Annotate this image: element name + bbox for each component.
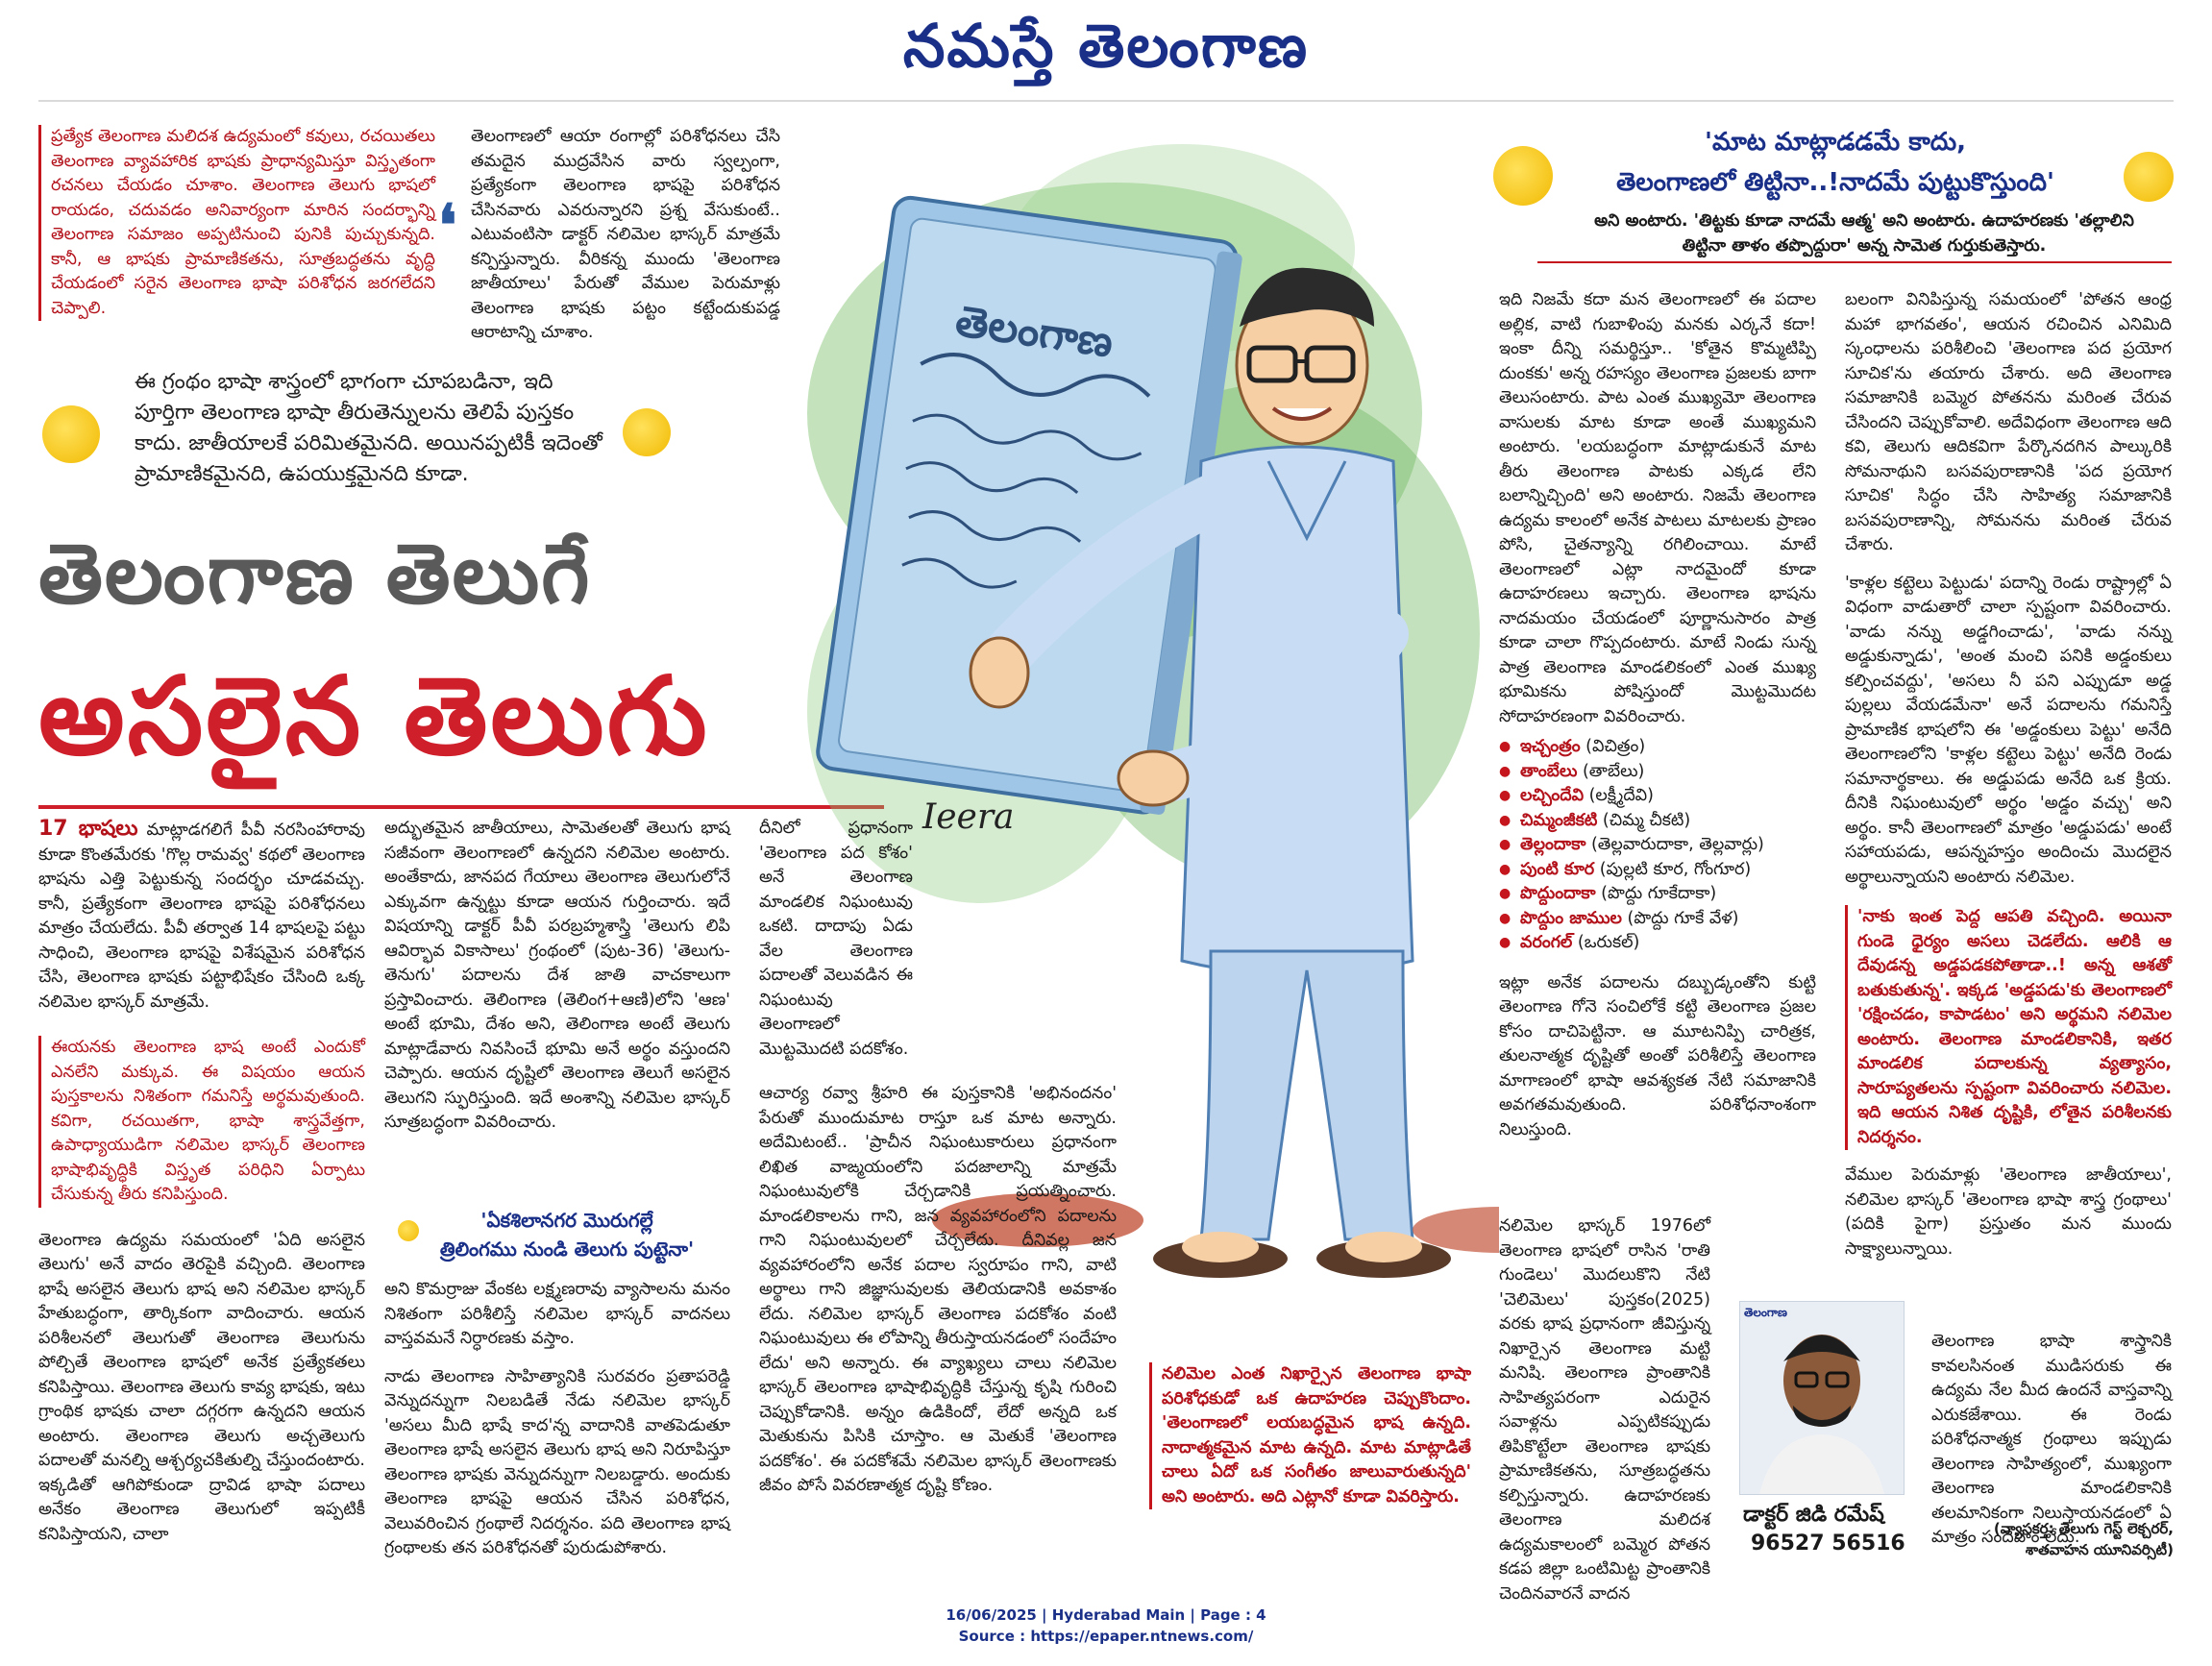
author-phone: 96527 56516 <box>1751 1531 1905 1556</box>
footer-source: Source : https://epaper.ntnews.com/ <box>958 1628 1254 1645</box>
author-credit <box>1912 1518 2174 1560</box>
dialect-word-item: ● ఇచ్చంత్రం (విచిత్రం) <box>1499 735 1816 760</box>
lead-number: 17 భాషలు <box>38 817 138 841</box>
yellow-dot-left-icon <box>42 405 100 463</box>
pull-quote-right-line2: తెలంగాణలో తిట్టినా..!నాదమే పుట్టుకొస్తుంది' <box>1616 168 2054 197</box>
newspaper-masthead: నమస్తే తెలంగాణ <box>902 11 1310 81</box>
col2-para-1: అద్భుతమైన జాతీయాలు, సామెతలతో తెలుగు భాష సజీవంగా తెలంగాణలో ఉన్నదని నలిమెల అంటారు. అంతేకాదు, జానపద గేయాలు తెలంగాణ తెలుగులోనే ఎక్కువగా ఉన్నట్టు కూడా ఆయన గుర్తించారు. ఇదే విషయాన్ని డాక్టర్ పీవీ పరబ్రహ్మశాస్త్రి 'తెలుగు లిపి ఆవిర్భావ వికాసాలు' గ్రంథంలో (పుట-36) 'తెలుగు-తెనుగు' పదాలను దేశ జాతి వాచకాలుగా ప్రస్తావించారు. తెలింగాణ (తెలింగ+ఆణి)లోని 'ఆణ' అంటే భూమి, దేశం అని, తెలింగాణ అంటే తెలుగు మాట్లాడేవారు నివసించే భూమి అనే అర్థం వస్తుందని చెప్పారు. ఆయన దృష్టిలో తెలంగాణ తెలుగే అసలైన తెలుగని స్ఫురిస్తుంది. ఇదే అంశాన్ని నలిమెల భాస్కర్ సూత్రబద్ధంగా వివరించారు. <box>384 819 730 1132</box>
pull-quote-right-after: అని అంటారు. 'తిట్టకు కూడా నాదమే ఆత్మ' అని అంటారు. ఉదాహరణకు 'తల్లాలిని తిట్టినా తాళం తప్పొద్దురా' అన్న సామెత గుర్తుకుతెస్తారు. <box>1594 211 2134 256</box>
col5-para-3: నలిమెల భాస్కర్ 1976లో తెలంగాణ భాషలో రాసిన 'రాతి గుండెలు' మొదలుకొని నేటి 'చెలిమెలు' పుస్తకం(2025) వరకు భాష ప్రధానంగా జీవిస్తున్న నిఖార్సైన తెలంగాణ మట్టి మనిషి. తెలంగాణ ప్రాంతానికి సాహిత్యపరంగా ఎదురైన సవాళ్లను ఎప్పటికప్పుడు తిపికొట్టేలా తెలంగాణ భాషకు ప్రామాణికతను, సూత్రబద్ధతను కల్పిస్తున్నారు. ఉదాహరణకు తెలంగాణ మలిదశ ఉద్యమకాలంలో బమ్మెర పోతన కడప జిల్లా ఒంటిమిట్ట ప్రాంతానికి చెందినవారనే వాదన <box>1499 1216 1710 1604</box>
dialect-word-item: ● లచ్చిందేవి (లక్ష్మీదేవి) <box>1499 784 1816 809</box>
column-5-lower <box>1499 1214 1710 1612</box>
dialect-word-item: ● తాంబేలు (తాబేలు) <box>1499 760 1816 785</box>
col2-para-2: అని కొమర్రాజు వేంకట లక్ష్మణరావు వ్యాసాలను మనం నిశితంగా పరిశీలిస్తే నలిమెల భాస్కర్ వాదనలు వాస్తవమనే నిర్ధారణకు వస్తాం. <box>384 1280 730 1348</box>
col1-para-1: మాట్లాడగలిగే పీవీ నరసింహారావు కూడా కొంతమేరకు 'గొల్ల రామవ్వ' కథలో తెలంగాణ భాషను ఎత్తి పెట్టుకున్న సందర్భం చూడవచ్చు. కానీ, ప్రత్యేకంగా తెలంగాణ భాషపై పరిశోధనలు మాత్రం చేయలేదు. పీవీ తర్వాత 14 భాషలపై పట్టు సాధించి, తెలంగాణ భాషపై విశేషమైన పరిశోధన చేసి, తెలంగాణ భాషకు పట్టాభిషేకం చేసింది ఒక్క నలిమెల భాస్కర్ మాత్రమే. <box>38 821 365 1012</box>
pull-quote-divider <box>1537 261 2172 263</box>
headline-line1: తెలంగాణ తెలుగే <box>38 527 592 623</box>
col6-para-2: 'కాళ్లల కట్టెలు పెట్టుడు' పదాన్ని రెండు రాష్ట్రాల్లో ఏ విధంగా వాడుతారో చాలా స్పష్టంగా వివరించారు. 'వాడు నన్ను అడ్డగించాడు', 'వాడు నన్ను అడ్డుకున్నాడు', 'అంత మంచి పనికి అడ్డంకులు కల్పించవద్దు', 'అసలు నీ పని ఎప్పుడూ అడ్డ పుల్లలు వేయడమేనా' అనే పదాలను గమనిస్తే ప్రామాణిక భాషలోని ఈ 'అడ్డంకులు పెట్టు' అనేది తెలంగాణలోని 'కాళ్లల కట్టెలు పెట్టు' అనేది రెండు సమానార్థకాలు. ఈ అడ్డుపడు అనేది ఒక క్రియ. దీనికి నిఘంటువులో అర్థం 'అడ్డం వచ్చు' అని అర్థం. కానీ తెలంగాణలో మాత్రం 'అడ్డుపడు' అంటే సహాయపడు, ఆపన్నహస్తం అందించు మొదలైన అర్థాలున్నాయని అంటారు నలిమెల. <box>1845 573 2172 887</box>
column-3-upper <box>759 817 913 1067</box>
author-credit-line2: శాతవాహన యూనివర్సిటీ) <box>2025 1541 2174 1558</box>
column-2-lower <box>384 1278 730 1567</box>
col6-para-4: తెలంగాణ భాషా శాస్త్రానికి కావలసినంత ముడిసరుకు ఈ ఉద్యమ నేల మీద ఉందనే వాస్తవాన్ని ఎరుకజేశాయి. ఈ రెండు పరిశోధనాత్మక గ్రంథాలు ఇప్పుడు తెలంగాణ సాహిత్యంలో, ముఖ్యంగా తెలంగాణ మాండలికానికి తలమానికంగా నిలుస్తాయనడంలో ఏ మాత్రం సందేహం లేదు. <box>1931 1332 2172 1547</box>
col6-para-3: వేముల పెరుమాళ్లు 'తెలంగాణ జాతీయాలు', నలిమెల భాస్కర్ 'తెలంగాణ భాషా శాస్త్ర గ్రంథాలు' (పదికి పైగా) ప్రస్తుతం మన ముందు సాక్ష్యాలున్నాయి. <box>1845 1165 2172 1259</box>
illustration-book-title: తెలంగాణ <box>952 296 1117 368</box>
col3-para-2: ఆచార్య రవ్వా శ్రీహరి ఈ పుస్తకానికి 'అభినందనం' పేరుతో ముందుమాట రాస్తూ ఒక మాట అన్నారు. అదేమిటంటే.. 'ప్రాచీన నిఘంటుకారులు ప్రధానంగా లిఖిత వాఙ్మయంలోని పదజాలాన్ని మాత్రమే నిఘంటువులోకి చేర్చడానికి ప్రయత్నించారు. మాండలికాలను గాని, జన వ్యవహారంలోని పదాలను గాని నిఘంటువులలో చేర్చలేదు. దీనివల్ల జన వ్యవహారంలోని అనేక పదాల స్వరూపం గాని, వాటి అర్థాలు గాని జిజ్ఞాసువులకు తెలియడానికి అవకాశం లేదు. నలిమెల భాస్కర్ తెలంగాణ పదకోశం వంటి నిఘంటువులు ఈ లోపాన్ని తీరుస్తాయనడంలో సందేహం లేదు' అని అన్నారు. ఈ వ్యాఖ్యలు చాలు నలిమెల భాస్కర్ తెలంగాణ భాషాభివృద్ధికి చేస్తున్న కృషి గురించి చెప్పుకోడానికి. అన్నం ఉడికిందో, లేదో అన్నది ఒక మెతుకును పిసికి చూస్తాం. ఆ మెతుకే 'తెలంగాణ పదకోశం'. ఈ పదకోశమే నలిమెల భాస్కర్ తెలంగాణకు జీవం పోసే వివరణాత్మక దృష్టి కోణం. <box>759 1084 1117 1495</box>
artist-signature: Ieera <box>922 797 1015 837</box>
col6-para-1: బలంగా వినిపిస్తున్న సమయంలో 'పోతన ఆంధ్ర మహా భాగవతం', ఆయన రచించిన ఎనిమిది స్కంధాలను పరిశీలించి 'తెలంగాణ పద ప్రయోగ సూచిక'ను తయారు చేశారు. అది తెలంగాణ సమాజానికి బమ్మెర పోతనను మరింత చేరువ చేసిందని చెప్పుకోవాలి. అదేవిధంగా తెలంగాణ ఆది కవి, తెలుగు ఆదికవిగా పేర్కొనదగిన పాల్కురికి సోమనాథుని బసవపురాణానికి 'పద ప్రయోగ సూచిక' సిద్ధం చేసి సాహిత్య సమాజానికి బసవపురాణాన్ని, సోమనను మరింత చేరువ చేశారు. <box>1845 290 2172 554</box>
column-1 <box>38 817 365 1553</box>
col2-subhead-line1: 'ఏకశిలానగర మొరుగల్లే <box>480 1209 653 1232</box>
dialect-word-item: ● పొద్దుందాకా (పొద్దు గూకేదాకా) <box>1499 882 1816 907</box>
column-5 <box>1499 288 1816 1148</box>
pull-quote-right-line1: 'మాట మాట్లాడడమే కాదు, <box>1704 128 1967 157</box>
headline-line2: అసలైన తెలుగు <box>38 654 710 779</box>
author-photo-badge: తెలంగాణ <box>1744 1306 1787 1319</box>
subhead-dot-icon <box>398 1220 419 1241</box>
yellow-dot-right-icon <box>623 408 671 456</box>
col5-para-2: ఇట్లా అనేక పదాలను దబ్బుడ్కంతోని కుట్టి తెలంగాణ గోనె సంచిలోకే కట్టి తెలంగాణ ప్రజల కోసం దాచిపెట్టినా. ఆ మూటనిప్పి చారిత్రక, తులనాత్మక దృష్టితో అంతో పరిశీలిస్తే తెలంగాణ మాగాణంలో భాషా ఆవశ్యకత నేటి సమాజానికి అవగతమవుతుంది. పరిశోధనాంశంగా నిలుస్తుంది. <box>1499 972 1816 1139</box>
col4-red-box: నలిమెల ఎంత నిఖార్సైన తెలంగాణ భాషా పరిశోధకుడో ఒక ఉదాహరణ చెప్పుకొందాం. 'తెలంగాణలో లయబద్ధమైన భాష ఉన్నది. నాదాత్మకమైన మాట ఉన్నది. మాట మాట్లాడితే చాలు ఏదో ఒక సంగీతం జాలువారుతున్నది' అని అంటారు. అది ఎట్లానో కూడా వివరిస్తారు. <box>1149 1362 1471 1509</box>
intro-paragraph: తెలంగాణలో ఆయా రంగాల్లో పరిశోధనలు చేసి తమదైన ముద్రవేసిన వారు స్వల్పంగా, ప్రత్యేకంగా తెలంగాణ భాషపై పరిశోధన చేసినవారు ఎవరున్నారని ప్రశ్న వేసుకుంటే.. ఎటువంటిసా డాక్టర్ నలిమెల భాస్కర్ మాత్రమే కన్పిస్తున్నారు. వీరికన్న ముందు 'తెలంగాణ జాతీయాలు' పేరుతో వేముల పెరుమాళ్లు తెలంగాణ భాషకు పట్టం కట్టేందుకుపడ్డ ఆరాటాన్ని చూశాం. <box>471 127 780 342</box>
column-6 <box>1845 288 2172 1267</box>
column-3 <box>759 1082 1117 1505</box>
intro-red-paragraph: ప్రత్యేక తెలంగాణ మలిదశ ఉద్యమంలో కవులు, రచయితలు తెలంగాణ వ్యావహారిక భాషకు ప్రాధాన్యమిస్తూ విస్తృతంగా రచనలు చేయడం చూశాం. తెలంగాణ తెలుగు భాషలో రాయడం, చదువడం అనివార్యంగా మారిన సందర్భాన్ని తెలంగాణ సమాజం అప్పటినుంచి పునికి పుచ్చుకున్నది. కానీ, ఆ భాషకు ప్రామాణికతను, సూత్రబద్ధతను వృద్ధి చేయడంలో సరైన తెలంగాణ భాషా పరిశోధన జరగలేదని చెప్పాలి. <box>38 125 435 321</box>
quote-mark-icon: ❛ <box>438 192 457 259</box>
column-2 <box>384 817 730 1141</box>
dialect-word-item: ● పొద్దుం జాముల (పొద్దు గూకే వేళ) <box>1499 907 1816 932</box>
author-credit-line1: (వ్యాసకర్త: తెలుగు గెస్ట్ లెక్చరర్, <box>1993 1520 2174 1537</box>
col5-para-1: ఇది నిజమే కదా మన తెలంగాణలో ఈ పదాల అల్లిక, వాటి గుబాళింపు మనకు ఎర్కనే కదా! ఇంకా దీన్ని సమర్థిస్తూ.. 'కోతైన కొమ్మటిప్పి దుంకకు' అన్న రహస్యం తెలంగాణ ప్రజలకు బాగా తెలుసంటారు. పాట ఎంత ముఖ్యమో తెలంగాణ వాసులకు మాట కూడా అంతే ముఖ్యమని అంటారు. 'లయబద్ధంగా మాట్లాడుకునే మాట తీరు తెలంగాణ పాటకు ఎక్కడ లేని బలాన్నిచ్చింది' అని అంటారు. నిజమే తెలంగాణ ఉద్యమ కాలంలో అనేక పాటలు మాటలకు ప్రాణం పోసి, చైతన్యాన్ని రగిలించాయి. మాటే తెలంగాణలో ఎట్లా నాదమైందో కూడా ఉదాహరణలు ఇచ్చారు. తెలంగాణ భాషను నాదమయం చేయడంలో పూర్ణానుసారం పాత్ర కూడా చాలా గొప్పదంటారు. మాటే నిండు సున్న పాత్ర తెలంగాణ మాండలికంలో ఎంత ముఖ్య భూమికను పోషిస్తుందో మొట్టమొదట సోదాహరణంగా వివరించారు. <box>1499 290 1816 726</box>
author-name: డాక్టర్ జిడి రమేష్ <box>1743 1503 1884 1527</box>
col3-para-1: దీనిలో ప్రధానంగా 'తెలంగాణ పద కోశం' అనే తెలంగాణ మాండలిక నిఘంటువు ఒకటి. దాదాపు ఏడు వేల తెలంగాణ పదాలతో వెలువడిన ఈ నిఘంటువు తెలంగాణలో మొట్టమొదటి పదకోశం. <box>759 819 913 1059</box>
headline-underline <box>38 805 884 809</box>
dialect-word-list <box>1499 735 1816 956</box>
col2-subhead-line2: త్రిలింగము నుండి తెలుగు పుట్టెనా' <box>439 1237 695 1261</box>
col1-red-note: ఈయనకు తెలంగాణ భాష అంటే ఎందుకో ఎనలేని మక్కువ. ఈ విషయం ఆయన పుస్తకాలను నిశితంగా గమనిస్తే అర్థమవుతుంది. కవిగా, రచయితగా, భాషా శాస్త్రవేత్తగా, ఉపాధ్యాయుడిగా నలిమెల భాస్కర్ తెలంగాణ భాషాభివృద్ధికి విస్తృత పరిధిని ఏర్పాటు చేసుకున్న తీరు కనిపిస్తుంది. <box>38 1036 365 1208</box>
col6-red-note: 'నాకు ఇంత పెద్ద ఆపతి వచ్చింది. అయినా గుండె ధైర్యం అసలు చెడలేదు. ఆలికి ఆ దేవుడన్న అడ్డపడకపోతాడా..! అన్న ఆశతో బతుకుతున్న'. ఇక్కడ 'అడ్డపడు'కు తెలంగాణలో 'రక్షించడం, కాపాడటం' అని అర్థమని నలిమెల అంటారు. తెలంగాణ మాండలికానికి, ఇతర మాండలిక పదాలకున్న వ్యత్యాసం, సారూప్యతలను స్పష్టంగా వివరించారు నలిమెల. ఇది ఆయన నిశిత దృష్టికి, లోతైన పరిశీలనకు నిదర్శనం. <box>1845 905 2172 1150</box>
dialect-word-item: ● పుంటి కూర (పుల్లటి కూర, గోంగూర) <box>1499 858 1816 883</box>
footer-date-page: 16/06/2025 | Hyderabad Main | Page : 4 <box>946 1606 1266 1624</box>
dialect-word-item: ● తెల్లందాకా (తెల్లవారుదాకా, తెల్లవార్లు) <box>1499 833 1816 858</box>
pull-quote-left: ఈ గ్రంథం భాషా శాస్త్రంలో భాగంగా చూపబడినా, ఇది పూర్తిగా తెలంగాణ భాషా తీరుతెన్నులను తెలిపే పుస్తకం కాదు. జాతీయాలకే పరిమితమైనది. అయినప్పటికీ ఇదెంతో ప్రామాణికమైనది, ఉపయుక్తమైనది కూడా. <box>135 370 602 486</box>
col2-para-3: నాడు తెలంగాణ సాహిత్యానికి సురవరం ప్రతాపరెడ్డి వెన్నుదన్నుగా నిలబడితే నేడు నలిమెల భాస్కర్ 'అసలు మీది భాషే కాద'న్న వాదానికి వాతపెడుతూ తెలంగాణ భాషే అసలైన తెలుగు భాష అని నిరూపిస్తూ తెలంగాణ భాషకు వెన్నుదన్నుగా నిలబడ్డారు. అందుకు తెలంగాణ భాషపై ఆయన చేసిన పరిశోధన, వెలువరించిన గ్రంథాలే నిదర్శనం. పది తెలంగాణ భాష గ్రంథాలకు తన పరిశోధనతో పురుడుపోశారు. <box>384 1366 730 1557</box>
dialect-word-item: ● వరంగల్ (ఒరుకల్) <box>1499 931 1816 956</box>
author-photo <box>1739 1301 1905 1495</box>
dialect-word-item: ● చిమ్మంజీకటి (చిమ్మ చీకటి) <box>1499 809 1816 834</box>
author-portrait-icon <box>1740 1302 1904 1494</box>
col1-para-2: తెలంగాణ ఉద్యమ సమయంలో 'ఏది అసలైన తెలుగు' అనే వాదం తెరపైకి వచ్చింది. తెలంగాణ భాషే అసలైన తెలుగు భాష అని నలిమెల భాస్కర్ హేతుబద్ధంగా, తార్కికంగా వాదించారు. ఆయన పరిశీలనలో తెలుగుతో తెలంగాణ తెలుగును పోల్చితే తెలంగాణ భాషలో అనేక ప్రత్యేకతలు కనిపిస్తాయి. తెలంగాణ తెలుగు కావ్య భాషకు, ఇటు గ్రాంథిక భాషకు చాలా దగ్గరగా ఉన్నదని ఆయన అంటారు. తెలంగాణ తెలుగు అచ్చతెలుగు పదాలతో మనల్ని ఆశ్చర్యచకితుల్ని చేస్తుందంటారు. ఇక్కడితో ఆగిపోకుండా ద్రావిడ భాషా పదాలు అనేకం తెలంగాణ తెలుగులో ఇప్పటికీ కనిపిస్తాయని, చాలా <box>38 1230 365 1544</box>
